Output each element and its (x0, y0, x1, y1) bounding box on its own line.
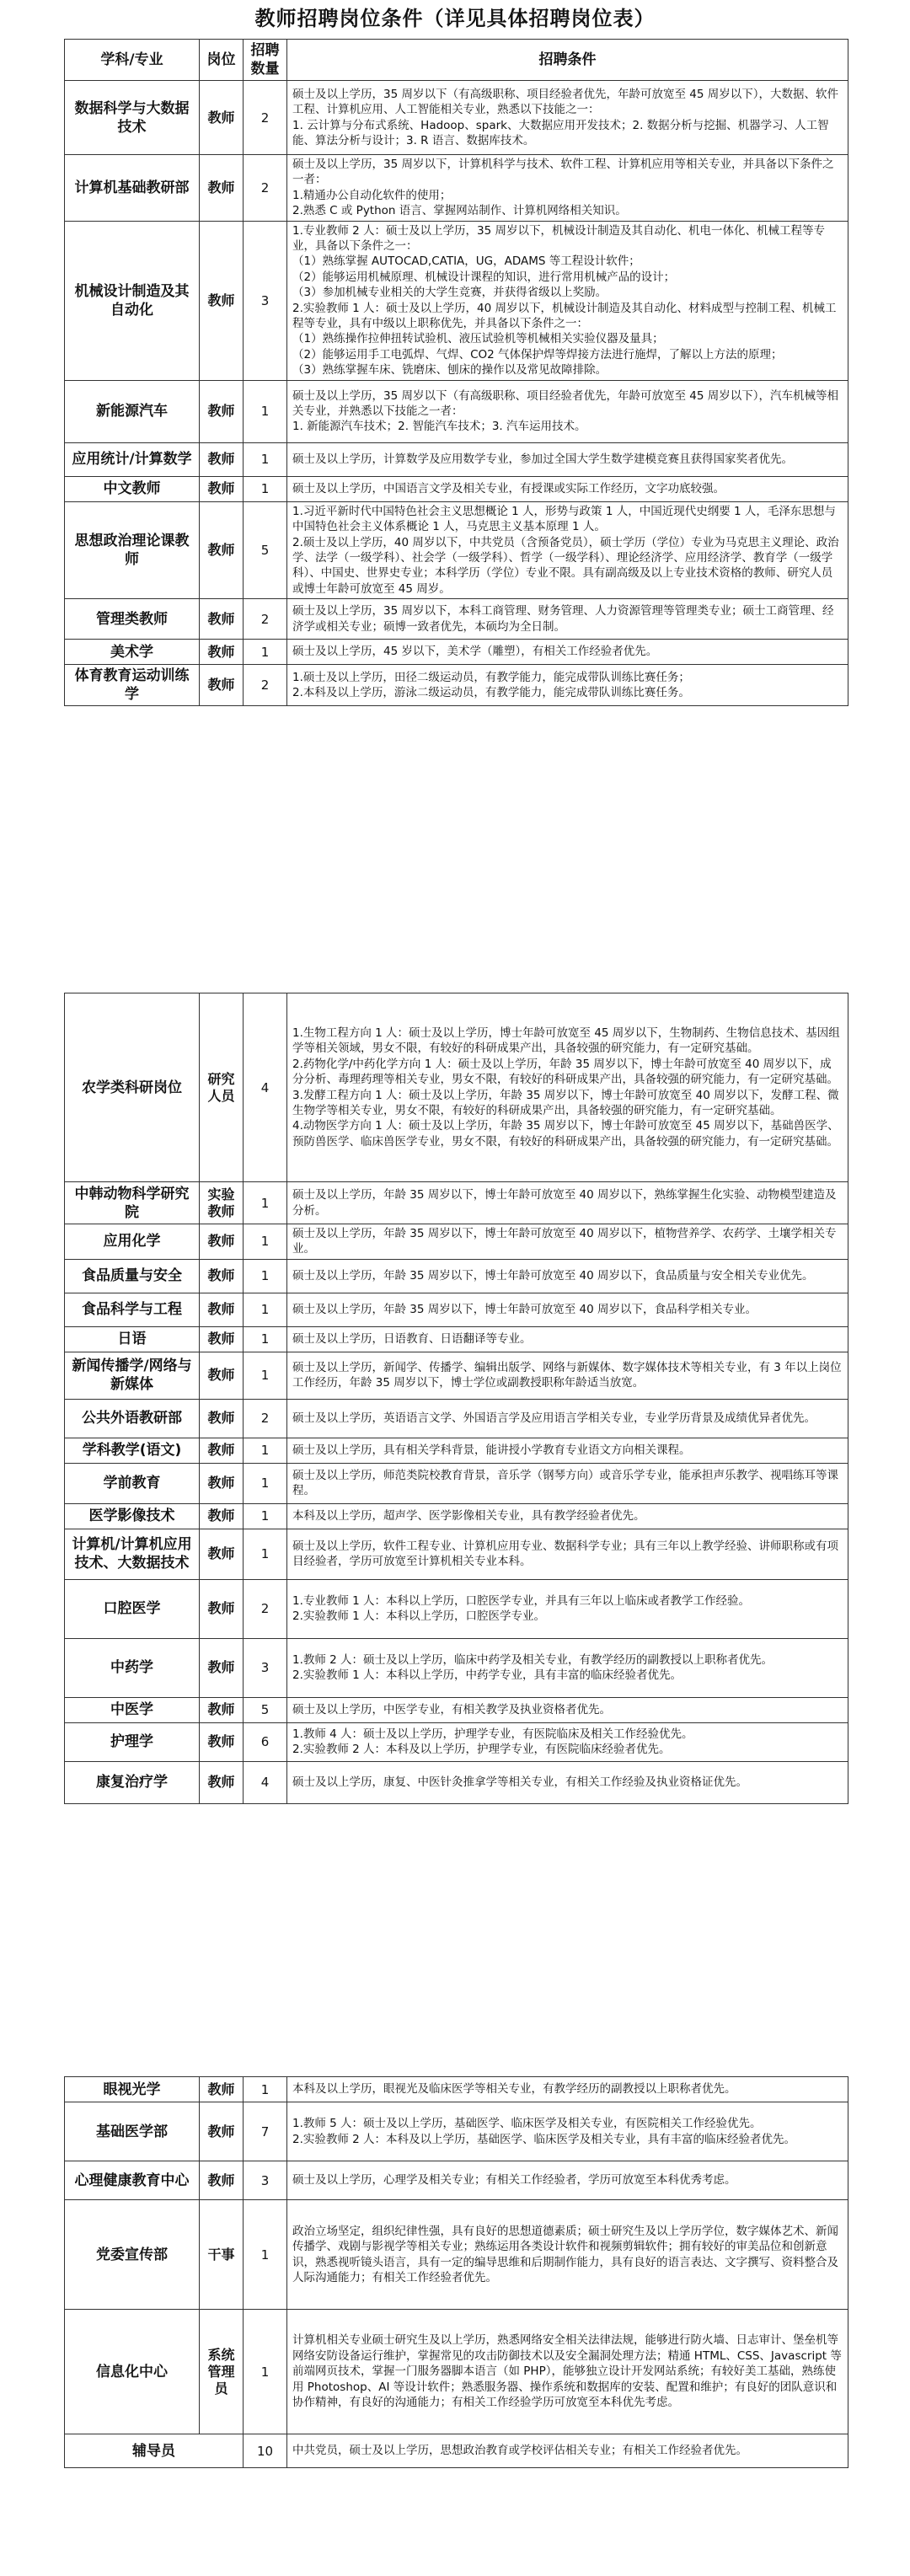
table-row (65, 1503, 848, 1529)
position-cell: 教师 (200, 1529, 244, 1579)
header-conditions: 招聘条件 (287, 40, 848, 81)
count-cell: 3 (244, 221, 287, 380)
condition-line: 2.药物化学/中药化学方向 1 人：硕士及以上学历，年龄 35 周岁以下，博士年龄可放宽至 40 周岁以下，成分分析、毒理药理等相关专业，男女不限，有较好的科研成果产出，具备较强的研究能力，有一定研究基础。 (292, 1057, 838, 1087)
subject-cell: 信息化中心 (65, 2310, 200, 2434)
count-cell: 4 (244, 993, 287, 1182)
table-row (65, 1529, 848, 1579)
conditions-cell (287, 221, 848, 380)
header-row (65, 40, 848, 81)
conditions-cell (287, 1503, 848, 1529)
subject-cell: 公共外语教研部 (65, 1399, 200, 1438)
condition-line: （2）能够运用机械原理、机械设计课程的知识，进行常用机械产品的设计； (292, 270, 676, 284)
count-cell: 1 (244, 380, 287, 442)
condition-line: （3）参加机械专业相关的大学生竞赛，并获得省级以上奖励。 (292, 286, 608, 300)
condition-line: 4.动物医学方向 1 人：硕士及以上学历，年龄 35 周岁以下，博士年龄可放宽至 45 周岁以下，基础兽医学、预防兽医学、临床兽医学专业，男女不限，有较好的科研成果产出，具备较强的研究能力，有一定研究基础。 (292, 1119, 839, 1149)
condition-line: 硕士及以上学历，康复、中医针灸推拿学等相关专业，有相关工作经验及执业资格证优先。 (292, 1775, 747, 1790)
condition-line: 硕士及以上学历，35 周岁以下，本科工商管理、财务管理、人力资源管理等管理类专业；硕士工商管理、经济学或相关专业；硕博一致者优先，本硕均为全日制。 (292, 604, 834, 634)
position-cell: 教师 (200, 1293, 244, 1326)
position-cell: 教师 (200, 1579, 244, 1638)
subject-cell: 康复治疗学 (65, 1761, 200, 1803)
subject-cell: 应用统计/计算数学 (65, 442, 200, 476)
table-row (65, 1224, 848, 1260)
condition-line: 硕士及以上学历，软件工程专业、计算机应用专业、数据科学专业；具有三年以上教学经验、讲师职称或有项目经验者，学历可放宽至计算机相关专业本科。 (292, 1539, 838, 1569)
subject-cell: 护理学 (65, 1722, 200, 1761)
table-row (65, 665, 848, 706)
condition-line: 1.精通办公自动化软件的使用； (292, 188, 452, 202)
position-cell: 研究人员 (200, 993, 244, 1182)
subject-cell: 应用化学 (65, 1224, 200, 1260)
subject-cell: 食品科学与工程 (65, 1293, 200, 1326)
condition-line: 硕士及以上学历，年龄 35 周岁以下，博士年龄可放宽至 40 周岁以下，植物营养学、农药学、土壤学相关专业。 (292, 1227, 837, 1256)
position-cell: 教师 (200, 1638, 244, 1697)
condition-line: 2.实验教师 1 人：硕士及以上学历，40 周岁以下，机械设计制造及其自动化、材料成型与控制工程、机械工程等专业，具有中级以上职称优先，并具备以下条件之一： (292, 301, 837, 331)
count-cell: 1 (244, 1503, 287, 1529)
subject-cell: 医学影像技术 (65, 1503, 200, 1529)
table-row (65, 1463, 848, 1503)
subject-cell: 机械设计制造及其自动化 (65, 221, 200, 380)
conditions-cell (287, 665, 848, 706)
subject-cell: 管理类教师 (65, 599, 200, 640)
conditions-cell (287, 2077, 848, 2102)
table-row (65, 2161, 848, 2200)
condition-line: 2.熟悉 C 或 Python 语言、掌握网站制作、计算机网络相关知识。 (292, 204, 627, 218)
condition-line: 硕士及以上学历，英语语言文学、外国语言学及应用语言学相关专业，专业学历背景及成绩优异者优先。 (292, 1411, 816, 1426)
condition-line: 本科及以上学历，超声学、医学影像相关专业，具有教学经验者优先。 (292, 1509, 645, 1524)
conditions-cell (287, 380, 848, 442)
table-row (65, 1761, 848, 1803)
count-cell: 4 (244, 1761, 287, 1803)
count-cell: 1 (244, 1463, 287, 1503)
position-cell: 教师 (200, 1503, 244, 1529)
subject-cell: 学科教学(语文) (65, 1438, 200, 1463)
table-row (65, 2200, 848, 2310)
table-row (65, 221, 848, 380)
position-cell: 教师 (200, 81, 244, 155)
table-row (65, 2102, 848, 2161)
header-subject: 学科/专业 (65, 40, 200, 81)
position-cell: 教师 (200, 1259, 244, 1293)
condition-line: （2）能够运用手工电弧焊、气焊、CO2 气体保护焊等焊接方法进行施焊，了解以上方法的原理； (292, 347, 783, 361)
condition-line: 政治立场坚定，组织纪律性强，具有良好的思想道德素质；硕士研究生及以上学历学位，数字媒体艺术、新闻传播学、戏剧与影视学等相关专业；熟练运用各类设计软件和视频剪辑软件；拥有较好的审美品位和创新意识，熟悉视听镜头语言，具有一定的编导思维和后期制作能力，具有良好的语言表达、文字撰写、资料整合及人际沟通能力；有相关工作经验者优先。 (292, 2224, 838, 2284)
position-cell: 教师 (200, 1697, 244, 1722)
count-cell: 2 (244, 81, 287, 155)
conditions-cell (287, 1438, 848, 1463)
condition-line: 1.专业教师 1 人：本科以上学历，口腔医学专业，并具有三年以上临床或者教学工作经验。 (292, 1593, 751, 1608)
condition-line: 本科及以上学历，眼视光及临床医学等相关专业，有教学经历的副教授以上职称者优先。 (292, 2082, 736, 2097)
count-cell: 1 (244, 640, 287, 665)
count-cell: 1 (244, 1293, 287, 1326)
position-cell: 教师 (200, 1352, 244, 1399)
page-title: 教师招聘岗位条件（详见具体招聘岗位表） (254, 7, 656, 30)
position-cell: 教师 (200, 2102, 244, 2161)
conditions-cell (287, 2434, 848, 2468)
condition-line: 硕士及以上学历，年龄 35 周岁以下，博士年龄可放宽至 40 周岁以下，食品科学相关专业。 (292, 1303, 757, 1317)
header-count: 招聘数量 (244, 40, 287, 81)
condition-line: 硕士及以上学历，年龄 35 周岁以下，博士年龄可放宽至 40 周岁以下，食品质量与安全相关专业优先。 (292, 1269, 814, 1283)
table-row (65, 1293, 848, 1326)
position-cell: 教师 (200, 2077, 244, 2102)
condition-line: 1.教师 2 人：硕士及以上学历，临床中药学及相关专业，有教学经历的副教授以上职称者优先。 (292, 1652, 774, 1667)
condition-line: 2.实验教师 1 人：本科以上学历，口腔医学专业。 (292, 1609, 546, 1624)
subject-cell: 日语 (65, 1326, 200, 1352)
table-row (65, 1438, 848, 1463)
table-row (65, 1697, 848, 1722)
table-row (65, 501, 848, 598)
condition-line: 硕士及以上学历，新闻学、传播学、编辑出版学、网络与新媒体、数字媒体技术等相关专业，有 3 年以上岗位工作经历，年龄 35 周岁以下，博士学位或副教授职称年龄适当放宽。 (292, 1360, 842, 1390)
table-row (65, 380, 848, 442)
subject-cell: 计算机基础教研部 (65, 155, 200, 222)
conditions-cell (287, 2102, 848, 2161)
condition-line: 1.习近平新时代中国特色社会主义思想概论 1 人，形势与政策 1 人，中国近现代史纲要 1 人，毛泽东思想与中国特色社会主义体系概论 1 人，马克思主义基本原理 1 人。 (292, 504, 836, 534)
conditions-cell (287, 1293, 848, 1326)
count-cell: 1 (244, 1529, 287, 1579)
conditions-cell (287, 599, 848, 640)
conditions-cell (287, 1259, 848, 1293)
condition-line: 1.生物工程方向 1 人：硕士及以上学历，博士年龄可放宽至 45 周岁以下，生物制药、生物信息技术、基因组学等相关领域，男女不限，有较好的科研成果产出，具备较强的研究能力，有一定研究基础。 (292, 1026, 840, 1056)
table-row (65, 640, 848, 665)
subject-cell: 美术学 (65, 640, 200, 665)
position-cell: 教师 (200, 1224, 244, 1260)
conditions-cell (287, 1326, 848, 1352)
condition-line: 硕士及以上学历，45 岁以下，美术学（雕塑），有相关工作经验者优先。 (292, 645, 658, 659)
table-row (65, 1722, 848, 1761)
condition-line: 1.硕士及以上学历，田径二级运动员，有教学能力，能完成带队训练比赛任务； (292, 670, 690, 684)
position-cell: 系统管理员 (200, 2310, 244, 2434)
count-cell: 1 (244, 1326, 287, 1352)
table-row (65, 1579, 848, 1638)
count-cell: 2 (244, 665, 287, 706)
conditions-cell (287, 81, 848, 155)
subject-cell: 食品质量与安全 (65, 1259, 200, 1293)
position-cell: 教师 (200, 599, 244, 640)
count-cell: 1 (244, 442, 287, 476)
conditions-cell (287, 476, 848, 501)
table-row (65, 442, 848, 476)
conditions-cell (287, 2200, 848, 2310)
count-cell: 1 (244, 1182, 287, 1224)
subject-cell: 数据科学与大数据技术 (65, 81, 200, 155)
count-cell: 5 (244, 501, 287, 598)
condition-line: 硕士及以上学历，计算数学及应用数学专业，参加过全国大学生数学建模竞赛且获得国家奖者优先。 (292, 452, 793, 466)
conditions-cell (287, 640, 848, 665)
subject-cell: 中药学 (65, 1638, 200, 1697)
table-row (65, 1399, 848, 1438)
position-cell: 教师 (200, 1463, 244, 1503)
position-cell: 教师 (200, 221, 244, 380)
count-cell: 1 (244, 2310, 287, 2434)
table-row (65, 1326, 848, 1352)
conditions-cell (287, 1529, 848, 1579)
table-row (65, 1352, 848, 1399)
position-cell: 干事 (200, 2200, 244, 2310)
conditions-cell (287, 442, 848, 476)
count-cell: 3 (244, 2161, 287, 2200)
count-cell: 1 (244, 1259, 287, 1293)
condition-line: 硕士及以上学历，35 周岁以下（有高级职称、项目经验者优先，年龄可放宽至 45 周岁以下），汽车机械等相关专业，并熟悉以下技能之一者： (292, 388, 838, 418)
condition-line: 2.实验教师 2 人：本科及以上学历，护理学专业，有医院临床经验者优先。 (292, 1743, 671, 1757)
position-cell: 教师 (200, 476, 244, 501)
condition-line: 1.教师 5 人：硕士及以上学历，基础医学、临床医学及相关专业，有医院相关工作经验优先。 (292, 2117, 762, 2131)
condition-line: 3.发酵工程方向 1 人：硕士及以上学历，年龄 35 周岁以下，博士年龄可放宽至 40 周岁以下，发酵工程、微生物学等相关专业，男女不限，有较好的科研成果产出，具备较强的研究能力，有一定研究基础。 (292, 1088, 839, 1117)
count-cell: 1 (244, 2200, 287, 2310)
position-cell: 教师 (200, 1722, 244, 1761)
position-cell: 教师 (200, 1399, 244, 1438)
position-cell: 教师 (200, 2161, 244, 2200)
subject-cell: 口腔医学 (65, 1579, 200, 1638)
header-position: 岗位 (200, 40, 244, 81)
table-row (65, 2077, 848, 2102)
count-cell: 2 (244, 155, 287, 222)
conditions-cell (287, 1352, 848, 1399)
condition-line: 2.实验教师 1 人：本科以上学历，中药学专业，具有丰富的临床经验者优先。 (292, 1668, 682, 1683)
condition-line: 硕士及以上学历，35 周岁以下，计算机科学与技术、软件工程、计算机应用等相关专业，并具备以下条件之一者： (292, 158, 834, 187)
position-cell: 教师 (200, 1761, 244, 1803)
table-row (65, 81, 848, 155)
condition-line: 硕士及以上学历，35 周岁以下（有高级职称、项目经验者优先，年龄可放宽至 45 周岁以下），大数据、软件工程、计算机应用、人工智能相关专业，熟悉以下技能之一： (292, 87, 838, 117)
conditions-cell (287, 1579, 848, 1638)
subject-cell: 体育教育运动训练学 (65, 665, 200, 706)
table-row (65, 599, 848, 640)
condition-line: （1）熟练操作拉伸扭转试验机、液压试验机等机械相关实验仪器及量具； (292, 332, 664, 346)
count-cell: 1 (244, 2077, 287, 2102)
conditions-cell (287, 1722, 848, 1761)
subject-cell: 基础医学部 (65, 2102, 200, 2161)
count-cell: 6 (244, 1722, 287, 1761)
subject-cell: 心理健康教育中心 (65, 2161, 200, 2200)
position-cell: 教师 (200, 380, 244, 442)
positions-table-part-2 (64, 993, 848, 1804)
table-row (65, 1259, 848, 1293)
positions-table-part-1 (64, 39, 848, 706)
position-cell: 教师 (200, 665, 244, 706)
subject-cell: 新闻传播学/网络与新媒体 (65, 1352, 200, 1399)
subject-cell: 学前教育 (65, 1463, 200, 1503)
condition-line: （3）熟练掌握车床、铣磨床、刨床的操作以及常见故障排除。 (292, 363, 608, 378)
subject-cell: 眼视光学 (65, 2077, 200, 2102)
conditions-cell (287, 1399, 848, 1438)
conditions-cell (287, 2161, 848, 2200)
count-cell: 7 (244, 2102, 287, 2161)
conditions-cell (287, 155, 848, 222)
conditions-cell (287, 1182, 848, 1224)
condition-line: 硕士及以上学历，师范类院校教育背景，音乐学（钢琴方向）或音乐学专业，能承担声乐教学、视唱练耳等课程。 (292, 1468, 838, 1498)
condition-line: 计算机相关专业硕士研究生及以上学历，熟悉网络安全相关法律法规，能够进行防火墙、日志审计、堡垒机等网络安防设备运行维护，掌握常见的攻击防御技术以及安全漏洞处理方法；精通 HTML、CSS、Javascript 等前端网页技术，掌握一门服务器脚本语言（如 PHP），能够独立设计开发网站系统；有较好美工基础，熟练使用 Photoshop、AI 等设计软件；熟悉服务器、操作系统和数据库的安装、配置和维护；有良好的团队意识和协作精神，有良好的沟通能力；有相关工作经验学历可放宽至本科优先考虑。 (292, 2333, 842, 2410)
table-row (65, 2310, 848, 2434)
position-cell: 实验教师 (200, 1182, 244, 1224)
subject-cell: 中医学 (65, 1697, 200, 1722)
condition-line: 硕士及以上学历，年龄 35 周岁以下，博士年龄可放宽至 40 周岁以下，熟练掌握生化实验、动物模型建造及分析。 (292, 1188, 837, 1218)
count-cell: 10 (244, 2434, 287, 2468)
conditions-cell (287, 1638, 848, 1697)
conditions-cell (287, 1224, 848, 1260)
table-row (65, 1638, 848, 1697)
table-row (65, 476, 848, 501)
condition-line: 中共党员，硕士及以上学历，思想政治教育或学校评估相关专业；有相关工作经验者优先。 (292, 2444, 747, 2458)
condition-line: （1）熟练掌握 AUTOCAD,CATIA，UG，ADAMS 等工程设计软件； (292, 254, 640, 269)
subject-cell: 中文教师 (65, 476, 200, 501)
conditions-cell (287, 2310, 848, 2434)
condition-line: 硕士及以上学历，日语教育、日语翻译等专业。 (292, 1332, 532, 1347)
conditions-cell (287, 1697, 848, 1722)
count-cell: 1 (244, 1224, 287, 1260)
condition-line: 2.实验教师 2 人：本科及以上学历，基础医学、临床医学及相关专业，具有丰富的临床经验者优先。 (292, 2132, 796, 2146)
conditions-cell (287, 501, 848, 598)
count-cell: 2 (244, 1579, 287, 1638)
condition-line: 1. 新能源汽车技术；2. 智能汽车技术；3. 汽车运用技术。 (292, 420, 586, 434)
subject-cell: 中韩动物科学研究院 (65, 1182, 200, 1224)
condition-line: 1.专业教师 2 人：硕士及以上学历，35 周岁以下，机械设计制造及其自动化、机电一体化、机械工程等专业，具备以下条件之一： (292, 223, 826, 254)
condition-line: 1.教师 4 人：硕士及以上学历，护理学专业，有医院临床及相关工作经验优先。 (292, 1727, 693, 1741)
condition-line: 硕士及以上学历，具有相关学科背景，能讲授小学教育专业语文方向相关课程。 (292, 1443, 691, 1458)
condition-line: 硕士及以上学历，中国语言文学及相关专业，有授课或实际工作经历，文字功底较强。 (292, 481, 725, 495)
subject-cell: 党委宣传部 (65, 2200, 200, 2310)
count-cell: 3 (244, 1638, 287, 1697)
positions-table-part-3 (64, 2076, 848, 2468)
subject-cell: 辅导员 (65, 2434, 244, 2468)
subject-cell: 新能源汽车 (65, 380, 200, 442)
table-row (65, 1182, 848, 1224)
condition-line: 硕士及以上学历，心理学及相关专业；有相关工作经验者，学历可放宽至本科优秀考虑。 (292, 2173, 736, 2188)
position-cell: 教师 (200, 1438, 244, 1463)
count-cell: 2 (244, 599, 287, 640)
count-cell: 1 (244, 1438, 287, 1463)
position-cell: 教师 (200, 442, 244, 476)
table-row (65, 155, 848, 222)
condition-line: 硕士及以上学历，中医学专业，有相关教学及执业资格者优先。 (292, 1703, 611, 1717)
conditions-cell (287, 993, 848, 1182)
subject-cell: 农学类科研岗位 (65, 993, 200, 1182)
subject-cell: 思想政治理论课教师 (65, 501, 200, 598)
condition-line: 1. 云计算与分布式系统、Hadoop、spark、大数据应用开发技术；2. 数据分析与挖掘、机器学习、人工智能、算法分析与设计；3. R 语言、数据库技术。 (292, 118, 829, 147)
count-cell: 5 (244, 1697, 287, 1722)
conditions-cell (287, 1463, 848, 1503)
count-cell: 2 (244, 1399, 287, 1438)
position-cell: 教师 (200, 155, 244, 222)
condition-line: 2.硕士及以上学历，40 周岁以下，中共党员（含预备党员），硕士学历（学位）专业为马克思主义理论、政治学、法学（一级学科）、社会学（一级学科）、哲学（一级学科）、理论经济学、应用经济学、教育学（一级学科）、中国史、世界史专业；本科学历（学位）专业不限。具有副高级及以上专业技术资格的教师、研究人员或博士年龄可放宽至 45 周岁。 (292, 535, 839, 596)
count-cell: 1 (244, 1352, 287, 1399)
count-cell: 1 (244, 476, 287, 501)
table-row (65, 2434, 848, 2468)
position-cell: 教师 (200, 1326, 244, 1352)
position-cell: 教师 (200, 501, 244, 598)
subject-cell: 计算机/计算机应用技术、大数据技术 (65, 1529, 200, 1579)
position-cell: 教师 (200, 640, 244, 665)
condition-line: 2.本科及以上学历，游泳二级运动员，有教学能力，能完成带队训练比赛任务。 (292, 686, 690, 700)
conditions-cell (287, 1761, 848, 1803)
table-row (65, 993, 848, 1182)
